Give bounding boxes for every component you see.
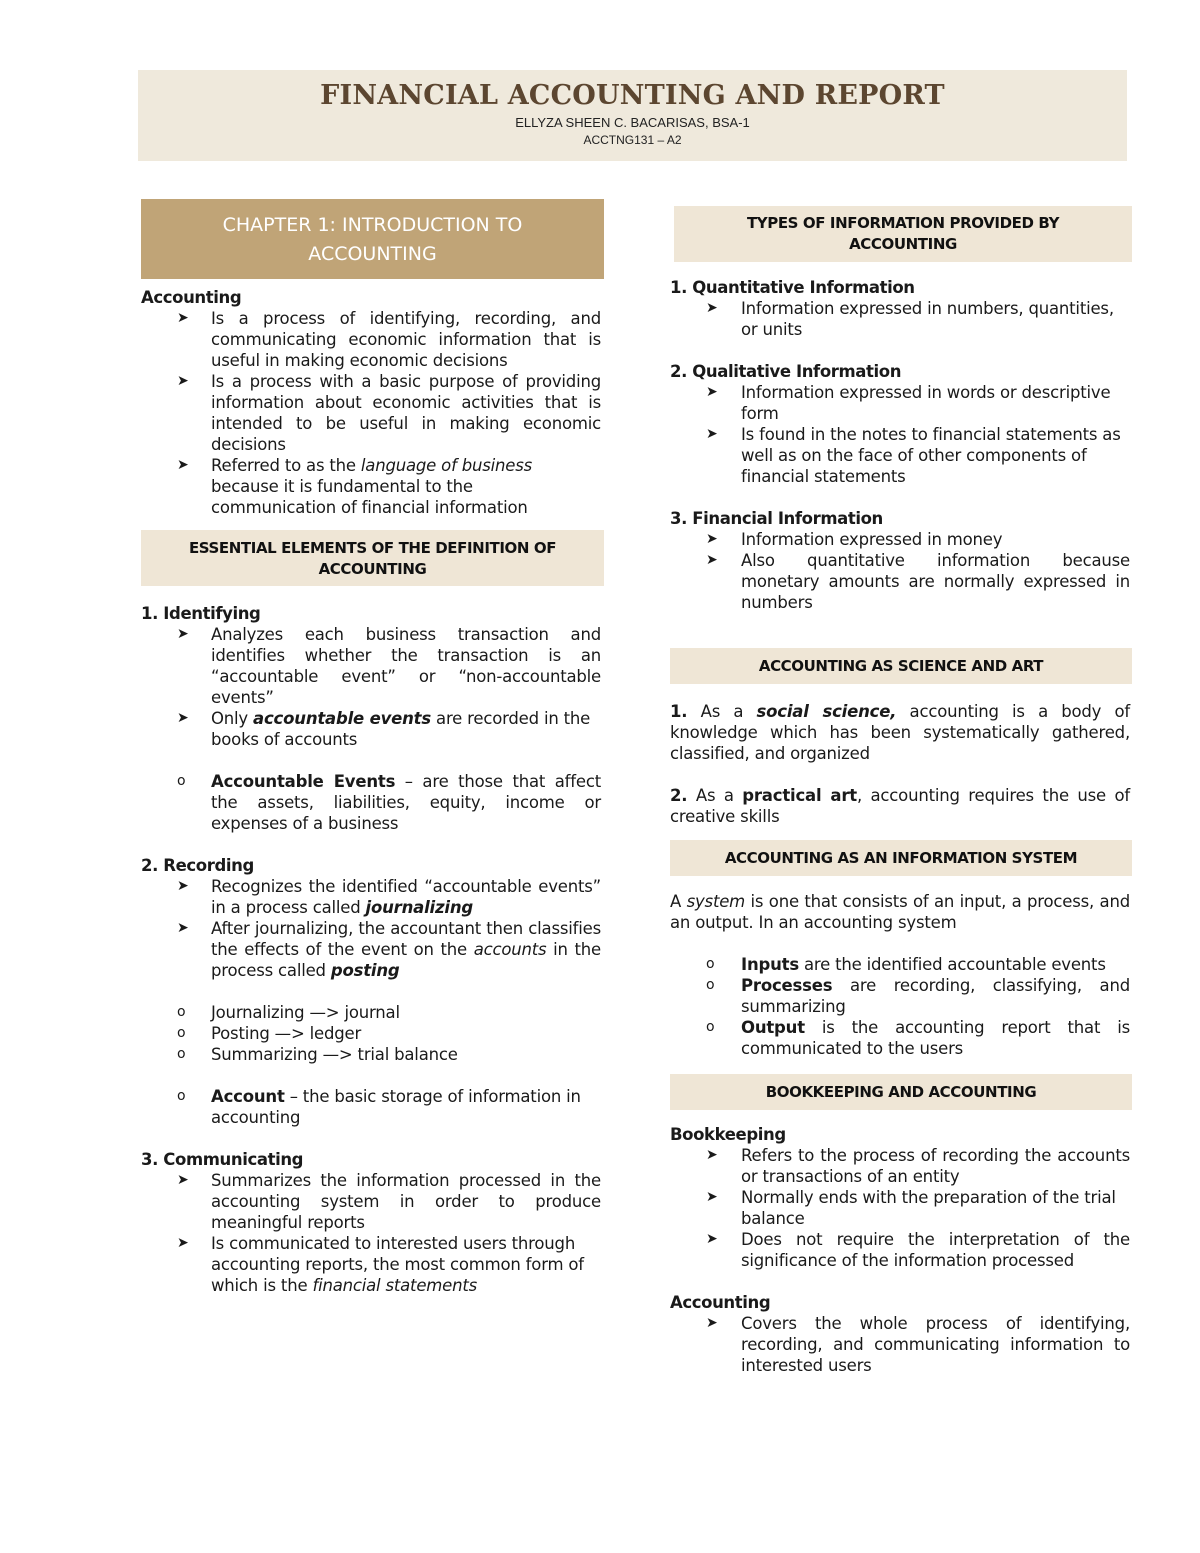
chapter-heading: CHAPTER 1: INTRODUCTION TO ACCOUNTING — [141, 199, 604, 279]
section-heading: Accounting — [141, 288, 242, 307]
section-band: BOOKKEEPING AND ACCOUNTING — [670, 1074, 1132, 1110]
list-item: o Processes are recording, classifying, and summarizing — [706, 976, 1130, 1016]
section-heading: 3. Financial Information — [670, 509, 883, 528]
arrow-bullet-icon: ➤ — [177, 710, 189, 726]
arrow-bullet-icon: ➤ — [706, 1231, 718, 1247]
arrow-bullet-icon: ➤ — [706, 552, 718, 568]
arrow-bullet-icon: ➤ — [177, 1172, 189, 1188]
arrow-bullet-icon: ➤ — [177, 457, 189, 473]
course-code: ACCTNG131 – A2 — [583, 133, 682, 147]
section-band: TYPES OF INFORMATION PROVIDED BY ACCOUNTING — [674, 206, 1132, 262]
section-heading: Accounting — [670, 1293, 771, 1312]
paragraph: 2. As a practical art, accounting requires the use of creative skills — [670, 786, 1131, 826]
circle-bullet-icon: o — [177, 773, 186, 789]
arrow-bullet-icon: ➤ — [177, 626, 189, 642]
accounting-definition-section — [141, 287, 601, 518]
arrow-bullet-icon: ➤ — [177, 920, 189, 936]
list-item: ➤ Analyzes each business transaction and identifies whether the transaction is an “accountable event” or “non-accountable events” — [177, 625, 601, 707]
list-item: ➤ Is a process with a basic purpose of providing information about economic activities that is intended to be useful in making economic decisions — [177, 372, 601, 454]
paragraph: 1. As a social science, accounting is a body of knowledge which has been systematically gathered, classified, and organized — [670, 702, 1131, 763]
circle-bullet-icon: o — [177, 1025, 186, 1041]
arrow-bullet-icon: ➤ — [177, 1235, 189, 1251]
list-item: o Account – the basic storage of information in accounting — [177, 1087, 581, 1127]
list-item: ➤ Covers the whole process of identifying, recording, and communicating information to interested users — [706, 1314, 1130, 1375]
arrow-bullet-icon: ➤ — [706, 1189, 718, 1205]
arrow-bullet-icon: ➤ — [177, 310, 189, 326]
arrow-bullet-icon: ➤ — [706, 300, 718, 316]
section-band: ACCOUNTING AS SCIENCE AND ART — [670, 648, 1132, 684]
arrow-bullet-icon: ➤ — [706, 531, 718, 547]
essential-elements-section — [141, 603, 601, 1296]
arrow-bullet-icon: ➤ — [177, 373, 189, 389]
list-item: ➤ Does not require the interpretation of the significance of the information processed — [706, 1230, 1130, 1270]
list-item: o Output is the accounting report that is communicated to the users — [706, 1018, 1130, 1058]
list-item: ➤ Recognizes the identified “accountable events” in a process called journalizing — [177, 877, 601, 917]
circle-bullet-icon: o — [177, 1046, 186, 1062]
list-item: ➤ Information expressed in numbers, quantities, or units — [706, 299, 1114, 339]
list-item: ➤ Only accountable events are recorded in the books of accounts — [177, 709, 591, 749]
circle-bullet-icon: o — [706, 977, 715, 993]
circle-bullet-icon: o — [177, 1088, 186, 1104]
information-system-section — [670, 891, 1130, 1059]
list-item: ➤ Referred to as the language of business because it is fundamental to the communication of financial information — [177, 456, 533, 517]
list-item: ➤ Information expressed in money — [706, 530, 1003, 549]
list-item: o Accountable Events – are those that affect the assets, liabilities, equity, income or expenses of a business — [177, 772, 601, 833]
list-item: o Summarizing —> trial balance — [177, 1045, 458, 1064]
list-item: o Inputs are the identified accountable events — [706, 955, 1106, 974]
section-heading: 2. Qualitative Information — [670, 362, 902, 381]
document-header — [138, 70, 1127, 161]
list-item: ➤ Refers to the process of recording the accounts or transactions of an entity — [706, 1146, 1130, 1186]
list-item: ➤ Normally ends with the preparation of the trial balance — [706, 1188, 1116, 1228]
arrow-bullet-icon: ➤ — [706, 384, 718, 400]
bookkeeping-section — [670, 1124, 1130, 1376]
list-item: ➤ Information expressed in words or descriptive form — [706, 383, 1111, 423]
types-of-information-section — [670, 277, 1130, 613]
list-item: ➤ Also quantitative information because monetary amounts are normally expressed in numbers — [706, 551, 1130, 612]
section-heading: 2. Recording — [141, 856, 254, 875]
list-item: ➤ Is communicated to interested users through accounting reports, the most common form of which is the financial statements — [177, 1234, 584, 1295]
list-item: ➤ Summarizes the information processed in the accounting system in order to produce meaningful reports — [177, 1171, 601, 1232]
document-title: FINANCIAL ACCOUNTING AND REPORT — [320, 80, 945, 111]
arrow-bullet-icon: ➤ — [177, 878, 189, 894]
paragraph: A system is one that consists of an input, a process, and an output. In an accounting system — [670, 892, 1130, 932]
circle-bullet-icon: o — [177, 1004, 186, 1020]
list-item: o Posting —> ledger — [177, 1024, 362, 1043]
list-item: ➤ Is found in the notes to financial statements as well as on the face of other components of financial statements — [706, 425, 1121, 486]
list-item: ➤ Is a process of identifying, recording, and communicating economic information that is useful in making economic decisions — [177, 309, 601, 370]
arrow-bullet-icon: ➤ — [706, 1315, 718, 1331]
section-band: ACCOUNTING AS AN INFORMATION SYSTEM — [670, 840, 1132, 876]
circle-bullet-icon: o — [706, 1019, 715, 1035]
section-heading: 1. Identifying — [141, 604, 261, 623]
list-item: ➤ After journalizing, the accountant then classifies the effects of the event on the accounts in the process called posting — [177, 919, 601, 980]
circle-bullet-icon: o — [706, 956, 715, 972]
author-line: ELLYZA SHEEN C. BACARISAS, BSA-1 — [515, 115, 750, 130]
section-heading: 3. Communicating — [141, 1150, 304, 1169]
section-band: ESSENTIAL ELEMENTS OF THE DEFINITION OF ACCOUNTING — [141, 530, 604, 586]
science-and-art-section — [670, 701, 1130, 827]
list-item: o Journalizing —> journal — [177, 1003, 400, 1022]
section-heading: Bookkeeping — [670, 1125, 786, 1144]
arrow-bullet-icon: ➤ — [706, 426, 718, 442]
section-heading: 1. Quantitative Information — [670, 278, 915, 297]
arrow-bullet-icon: ➤ — [706, 1147, 718, 1163]
